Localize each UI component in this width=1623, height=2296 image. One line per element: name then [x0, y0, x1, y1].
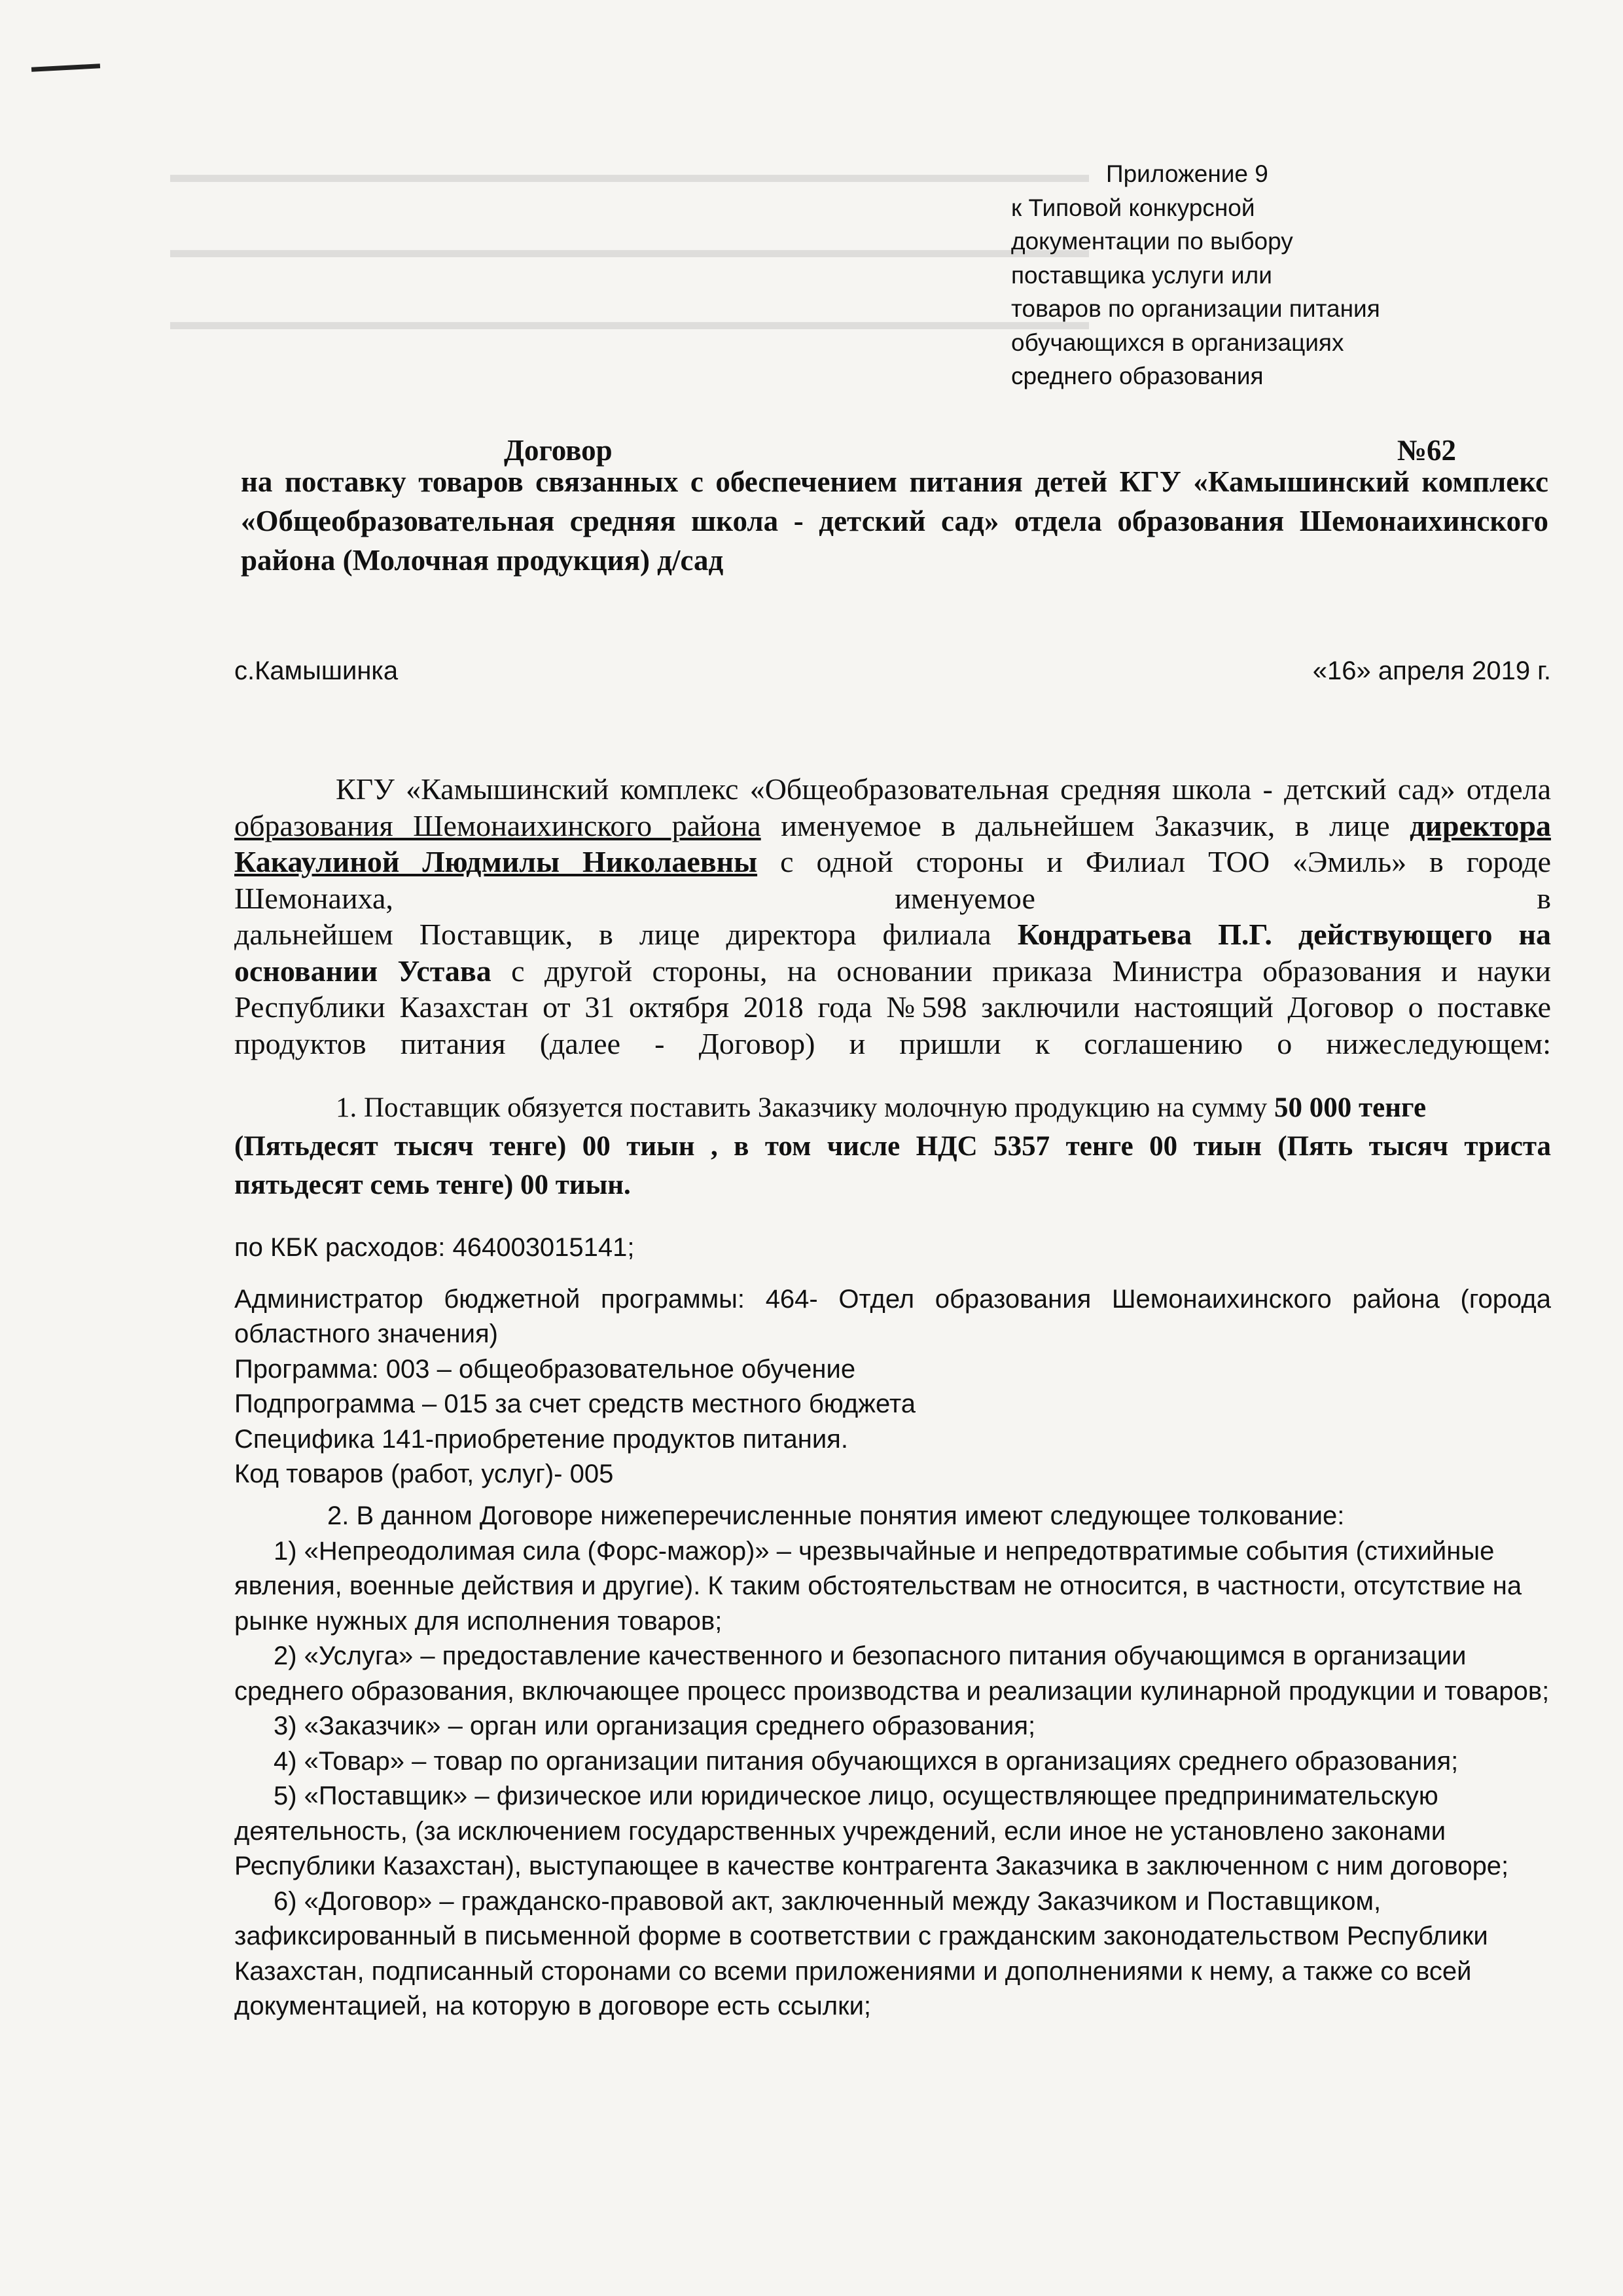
- clause-1-text: (Пятьдесят тысяч тенге) 00 тиын , в том числе НДС 5357 тенге 00 тиын (Пять тысяч триста: [234, 1131, 1551, 1162]
- appendix-line: документации по выбору: [1011, 228, 1293, 255]
- clause-1-amount: 50 000 тенге: [1274, 1092, 1427, 1123]
- appendix-line: Приложение 9: [1106, 160, 1268, 187]
- appendix-line: товаров по организации питания: [1011, 295, 1380, 322]
- document-title: [241, 462, 1548, 580]
- definition-item: 5) «Поставщик» – физическое или юридическое лицо, осуществляющее предпринимательскую деятельность, (за исключением государственных учреждений, если иное не установлено законами Республики Казахстан), выступающее в качестве контрагента Заказчика в заключенном с ним договоре;: [234, 1782, 1509, 1880]
- preamble-text: с другой стороны, на основании приказа Министра образования и науки: [491, 954, 1551, 988]
- definition-item: 1) «Непреодолимая сила (Форс-мажор)» – чрезвычайные и непредотвратимые события (стихийные явления, военные действия и другие). К таким обстоятельствам не относится, в частности, отсутствие на рынке нужных для исполнения товаров;: [234, 1536, 1522, 1636]
- preamble-text: образования Шемонаихинского района: [234, 808, 761, 842]
- appendix-block: [1011, 157, 1417, 393]
- preamble-text: продуктов: [234, 1026, 366, 1060]
- preamble-text: Какаулиной Людмилы Николаевны: [234, 845, 758, 878]
- preamble-text: Кондратьева П.Г. действующего на: [1017, 918, 1551, 951]
- clause-1-line: [234, 1088, 1551, 1127]
- definition-item: 3) «Заказчик» – орган или организация среднего образования;: [274, 1712, 1036, 1740]
- preamble-text: нижеследующем:: [1326, 1026, 1552, 1060]
- preamble-text: именуемое: [895, 881, 1035, 915]
- bleed-through: ▬▬▬▬▬▬▬▬▬▬▬▬▬▬▬▬▬▬▬▬▬▬▬▬▬▬▬▬▬▬▬▬▬▬▬▬▬▬▬: [170, 236, 1089, 262]
- preamble-text: к: [1035, 1026, 1050, 1060]
- preamble-text: и: [849, 1026, 866, 1060]
- title-line: района (Молочная продукция) д/сад: [241, 544, 724, 577]
- specifics-line: Специфика 141-приобретение продуктов питания.: [234, 1424, 848, 1454]
- definition-item: 6) «Договор» – гражданско-правовой акт, заключенный между Заказчиком и Поставщиком, зафиксированный в письменной форме в соответствии с гражданским законодательством Республики Казахстан, подписанный сторонами со всеми приложениями и дополнениями к нему, а также со всей документацией, на которую в договоре есть ссылки;: [234, 1886, 1488, 2020]
- clause-1-line: [234, 1127, 1551, 1166]
- bleed-through: ▬▬▬▬▬▬▬▬▬▬▬▬▬▬▬▬▬▬▬▬▬▬▬▬▬▬▬▬▬▬▬▬▬▬▬▬▬▬▬: [170, 308, 1089, 334]
- title-line: на поставку товаров связанных с обеспечением питания детей КГУ «Камышинский комплекс: [241, 465, 1548, 498]
- clause-1-text: пятьдесят семь тенге) 00 тиын.: [234, 1170, 631, 1200]
- preamble-text: о: [1277, 1026, 1293, 1060]
- document-number: №62: [1397, 434, 1456, 467]
- document-label: Договор: [504, 434, 613, 467]
- definitions-heading: 2. В данном Договоре нижеперечисленные понятия имеют следующее толкование:: [327, 1501, 1345, 1530]
- preamble-text: (далее - Договор): [539, 1026, 815, 1060]
- definition-item: 4) «Товар» – товар по организации питания обучающихся в организациях среднего образования;: [274, 1746, 1459, 1776]
- clause-1-line: [234, 1166, 1551, 1204]
- preamble-text: КГУ «Камышинский комплекс «Общеобразовательная средняя школа - детский сад» отдела: [336, 772, 1551, 806]
- program-line: Программа: 003 – общеобразовательное обучение: [234, 1354, 856, 1384]
- subprogram-line: Подпрограмма – 015 за счет средств местного бюджета: [234, 1390, 916, 1418]
- preamble-line: [234, 1026, 1551, 1062]
- preamble: [234, 771, 1551, 1062]
- preamble-text: дальнейшем Поставщик, в лице директора филиала: [234, 918, 1018, 951]
- admin-line: Администратор бюджетной программы: 464- Отдел образования Шемонаихинского района (города: [234, 1284, 1551, 1314]
- preamble-text: питания: [400, 1026, 506, 1060]
- preamble-text: основании Устава: [234, 954, 491, 988]
- preamble-line: [234, 808, 1551, 844]
- preamble-line: [234, 771, 1551, 808]
- place: с.Камышинка: [234, 656, 399, 685]
- admin-line-2: областного значения): [234, 1319, 498, 1348]
- preamble-text: с одной стороны и Филиал ТОО «Эмиль» в городе: [757, 845, 1551, 878]
- preamble-line: [234, 953, 1551, 990]
- goods-code-line: Код товаров (работ, услуг)- 005: [234, 1460, 614, 1488]
- preamble-text: в: [1537, 881, 1551, 915]
- preamble-text: именуемое в дальнейшем Заказчик, в лице: [760, 808, 1410, 842]
- date: «16» апреля 2019 г.: [1312, 656, 1551, 685]
- definition-item: 2) «Услуга» – предоставление качественного и безопасного питания обучающимся в организации среднего образования, включающее процесс производства и реализации кулинарной продукции и товаров;: [234, 1641, 1550, 1706]
- preamble-line: [234, 844, 1551, 880]
- preamble-text: соглашению: [1084, 1026, 1243, 1060]
- preamble-line: [234, 916, 1551, 953]
- bleed-through: ▬▬▬▬▬▬▬▬▬▬▬▬▬▬▬▬▬▬▬▬▬▬▬▬▬▬▬▬▬▬▬▬▬▬▬▬▬▬▬: [170, 161, 1089, 187]
- definitions: [234, 1499, 1551, 2024]
- preamble-text: пришли: [899, 1026, 1001, 1060]
- preamble-line: [234, 880, 1551, 917]
- title-line: «Общеобразовательная средняя школа - детский сад» отдела образования Шемонаихинского: [241, 505, 1548, 537]
- place-date-row: [234, 656, 1551, 686]
- preamble-text: директора: [1410, 808, 1551, 842]
- appendix-line: среднего образования: [1011, 363, 1264, 389]
- preamble-text: Шемонаиха,: [234, 881, 393, 915]
- kbk-line: по КБК расходов: 464003015141;: [234, 1233, 635, 1262]
- preamble-line: [234, 989, 1551, 1026]
- preamble-text: Республики Казахстан от 31 октября 2018 года №598 заключили настоящий Договор о поставке: [234, 990, 1551, 1024]
- clause-1: [234, 1088, 1551, 1204]
- appendix-line: обучающихся в организациях: [1011, 329, 1344, 356]
- budget-block: [234, 1230, 1551, 1492]
- clause-1-text: 1. Поставщик обязуется поставить Заказчику молочную продукцию на сумму: [336, 1092, 1274, 1123]
- corner-mark: [31, 63, 100, 71]
- appendix-line: поставщика услуги или: [1011, 261, 1272, 289]
- appendix-line: к Типовой конкурсной: [1011, 194, 1255, 221]
